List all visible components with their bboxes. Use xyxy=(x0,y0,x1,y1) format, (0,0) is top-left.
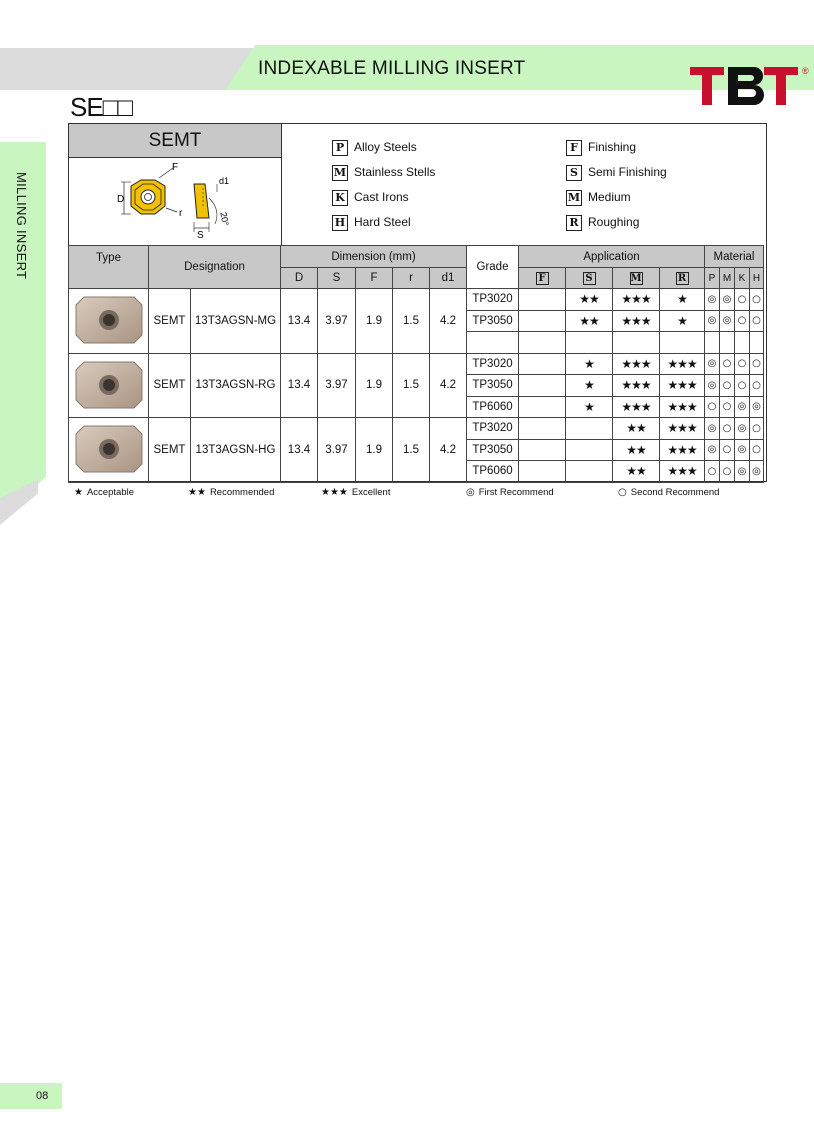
material-rating: ◎ xyxy=(735,418,750,440)
application-rating xyxy=(519,396,566,418)
legend-material-p: P Alloy Steels xyxy=(332,140,417,156)
material-rating: ◎ xyxy=(705,418,720,440)
application-rating xyxy=(566,418,613,440)
material-rating: ○ xyxy=(735,353,750,375)
col-type: Type xyxy=(69,246,149,289)
insert-photo xyxy=(69,289,149,354)
footnote-first-recommend: ◎ First Recommend xyxy=(466,487,554,498)
dimension-value: 1.5 xyxy=(393,353,430,418)
col-designation: Designation xyxy=(149,246,281,289)
insert-photo-icon xyxy=(70,418,148,478)
application-rating xyxy=(613,332,660,354)
material-rating: ○ xyxy=(735,289,750,311)
application-rating: ★★ xyxy=(613,461,660,483)
application-rating: ★★★ xyxy=(613,289,660,311)
application-rating xyxy=(519,461,566,483)
material-rating: ◎ xyxy=(735,461,750,483)
diagram-label-d: D xyxy=(117,194,125,205)
application-rating: ★★★ xyxy=(613,396,660,418)
material-rating: ○ xyxy=(750,289,764,311)
material-rating: ◎ xyxy=(705,353,720,375)
material-rating: ○ xyxy=(720,461,735,483)
dimension-value: 13.4 xyxy=(281,353,318,418)
table-row xyxy=(69,289,764,311)
grade-cell: TP3020 xyxy=(467,353,519,375)
col-mat-m: M xyxy=(720,268,735,289)
diagram-label-f: F xyxy=(172,162,179,173)
application-rating: ★★★ xyxy=(660,353,705,375)
material-rating xyxy=(750,332,764,354)
col-mat-k: K xyxy=(735,268,750,289)
application-rating: ★★★ xyxy=(660,418,705,440)
application-rating: ★★★ xyxy=(613,375,660,397)
col-dim-f: F xyxy=(356,268,393,289)
grade-cell: TP6060 xyxy=(467,396,519,418)
application-rating xyxy=(519,310,566,332)
material-rating: ◎ xyxy=(705,310,720,332)
insert-photo xyxy=(69,418,149,483)
dimension-value: 13.4 xyxy=(281,289,318,354)
material-rating: ○ xyxy=(705,461,720,483)
dimension-value: 3.97 xyxy=(318,418,356,483)
grade-cell: TP6060 xyxy=(467,461,519,483)
application-rating: ★★★ xyxy=(660,439,705,461)
material-rating: ○ xyxy=(750,375,764,397)
table-row xyxy=(69,418,764,440)
material-rating: ◎ xyxy=(735,439,750,461)
material-rating: ◎ xyxy=(705,375,720,397)
application-rating: ★★★ xyxy=(613,353,660,375)
sidebar-label: MILLING INSERT xyxy=(14,172,29,280)
footnote-excellent: ★★★ Excellent xyxy=(321,487,391,498)
table-row xyxy=(69,353,764,375)
application-rating: ★★ xyxy=(613,439,660,461)
insert-photo-icon xyxy=(70,289,148,349)
col-material: Material xyxy=(705,246,764,268)
material-rating xyxy=(735,332,750,354)
legend-material-m: M Stainless Stells xyxy=(333,165,436,180)
designation-code: 13T3AGSN-MG xyxy=(191,289,281,354)
dimension-value: 4.2 xyxy=(430,289,467,354)
legend-material-k: K Cast Irons xyxy=(332,190,409,206)
application-rating xyxy=(660,332,705,354)
grade-cell: TP3050 xyxy=(467,375,519,397)
col-app-r: R xyxy=(660,268,705,289)
material-rating: ○ xyxy=(750,439,764,461)
application-rating: ★ xyxy=(660,289,705,311)
footnote-second-recommend: ○ Second Recommend xyxy=(618,487,720,498)
dimension-value: 1.5 xyxy=(393,418,430,483)
application-rating: ★★★ xyxy=(613,310,660,332)
designation-prefix: SEMT xyxy=(149,418,191,483)
grade-cell xyxy=(467,332,519,354)
product-name: SEMT xyxy=(69,124,281,158)
tbt-logo-icon xyxy=(690,65,800,107)
box-divider xyxy=(281,124,282,245)
col-app-m: M xyxy=(613,268,660,289)
material-rating: ◎ xyxy=(720,289,735,311)
brand-logo xyxy=(690,65,800,117)
col-mat-p: P xyxy=(705,268,720,289)
series-title: SE□□ xyxy=(70,92,133,122)
col-app-f: F xyxy=(519,268,566,289)
application-rating: ★★ xyxy=(566,310,613,332)
designation-code: 13T3AGSN-HG xyxy=(191,418,281,483)
grade-cell: TP3050 xyxy=(467,310,519,332)
insert-diagram xyxy=(69,158,281,244)
application-rating: ★ xyxy=(566,353,613,375)
col-grade: Grade xyxy=(467,246,519,289)
dimension-value: 1.9 xyxy=(356,289,393,354)
application-rating xyxy=(519,332,566,354)
application-rating xyxy=(519,439,566,461)
insert-photo-icon xyxy=(70,354,148,414)
material-rating: ○ xyxy=(705,396,720,418)
application-rating: ★★★ xyxy=(660,396,705,418)
diagram-label-s: S xyxy=(197,230,204,241)
dimension-value: 1.9 xyxy=(356,418,393,483)
application-rating xyxy=(519,418,566,440)
dimension-value: 1.5 xyxy=(393,289,430,354)
material-rating xyxy=(720,332,735,354)
application-rating xyxy=(566,332,613,354)
material-rating: ◎ xyxy=(735,396,750,418)
diagram-label-r: r xyxy=(179,208,183,219)
designation-code: 13T3AGSN-RG xyxy=(191,353,281,418)
grade-cell: TP3020 xyxy=(467,289,519,311)
application-rating: ★★ xyxy=(613,418,660,440)
material-rating: ◎ xyxy=(705,289,720,311)
legend-app-r: R Roughing xyxy=(566,215,639,231)
material-rating: ○ xyxy=(735,375,750,397)
material-rating xyxy=(705,332,720,354)
dimension-value: 4.2 xyxy=(430,418,467,483)
page-title: INDEXABLE MILLING INSERT xyxy=(258,58,526,79)
col-dim-d1: d1 xyxy=(430,268,467,289)
legend-material-h: H Hard Steel xyxy=(332,215,411,231)
col-app-s: S xyxy=(566,268,613,289)
application-rating xyxy=(519,375,566,397)
application-rating: ★ xyxy=(660,310,705,332)
footnote-recommended: ★★ Recommended xyxy=(188,487,275,498)
diagram-label-d1: d1 xyxy=(219,176,230,186)
application-rating xyxy=(519,353,566,375)
material-rating: ○ xyxy=(750,418,764,440)
material-rating: ○ xyxy=(720,439,735,461)
designation-prefix: SEMT xyxy=(149,353,191,418)
footnote-acceptable: ★ Acceptable xyxy=(74,487,134,498)
insert-table xyxy=(68,245,764,483)
application-rating: ★ xyxy=(566,375,613,397)
application-rating: ★ xyxy=(566,396,613,418)
insert-geometry-icon xyxy=(69,158,281,244)
material-rating: ○ xyxy=(720,353,735,375)
col-dim-s: S xyxy=(318,268,356,289)
col-dimension: Dimension (mm) xyxy=(281,246,467,268)
application-rating xyxy=(566,439,613,461)
legend-app-m: M Medium xyxy=(567,190,631,205)
material-rating: ○ xyxy=(720,375,735,397)
application-rating: ★★★ xyxy=(660,375,705,397)
application-rating xyxy=(519,289,566,311)
material-rating: ○ xyxy=(720,396,735,418)
col-mat-h: H xyxy=(750,268,764,289)
material-rating: ◎ xyxy=(750,461,764,483)
material-rating: ○ xyxy=(720,418,735,440)
dimension-value: 3.97 xyxy=(318,289,356,354)
legend-app-f: F Finishing xyxy=(566,140,636,156)
dimension-value: 3.97 xyxy=(318,353,356,418)
col-application: Application xyxy=(519,246,705,268)
insert-photo xyxy=(69,353,149,418)
diagram-label-angle: 20° xyxy=(218,211,231,227)
designation-prefix: SEMT xyxy=(149,289,191,354)
material-rating: ◎ xyxy=(750,396,764,418)
material-rating: ◎ xyxy=(720,310,735,332)
application-rating xyxy=(566,461,613,483)
page-number: 08 xyxy=(0,1083,62,1109)
material-rating: ○ xyxy=(750,353,764,375)
application-rating: ★★ xyxy=(566,289,613,311)
material-rating: ◎ xyxy=(705,439,720,461)
col-dim-r: r xyxy=(393,268,430,289)
material-rating: ○ xyxy=(735,310,750,332)
grade-cell: TP3050 xyxy=(467,439,519,461)
application-rating: ★★★ xyxy=(660,461,705,483)
registered-mark: ® xyxy=(802,66,809,76)
material-rating: ○ xyxy=(750,310,764,332)
dimension-value: 13.4 xyxy=(281,418,318,483)
legend-app-s: S Semi Finishing xyxy=(566,165,667,181)
dimension-value: 1.9 xyxy=(356,353,393,418)
dimension-value: 4.2 xyxy=(430,353,467,418)
grade-cell: TP3020 xyxy=(467,418,519,440)
col-dim-d: D xyxy=(281,268,318,289)
